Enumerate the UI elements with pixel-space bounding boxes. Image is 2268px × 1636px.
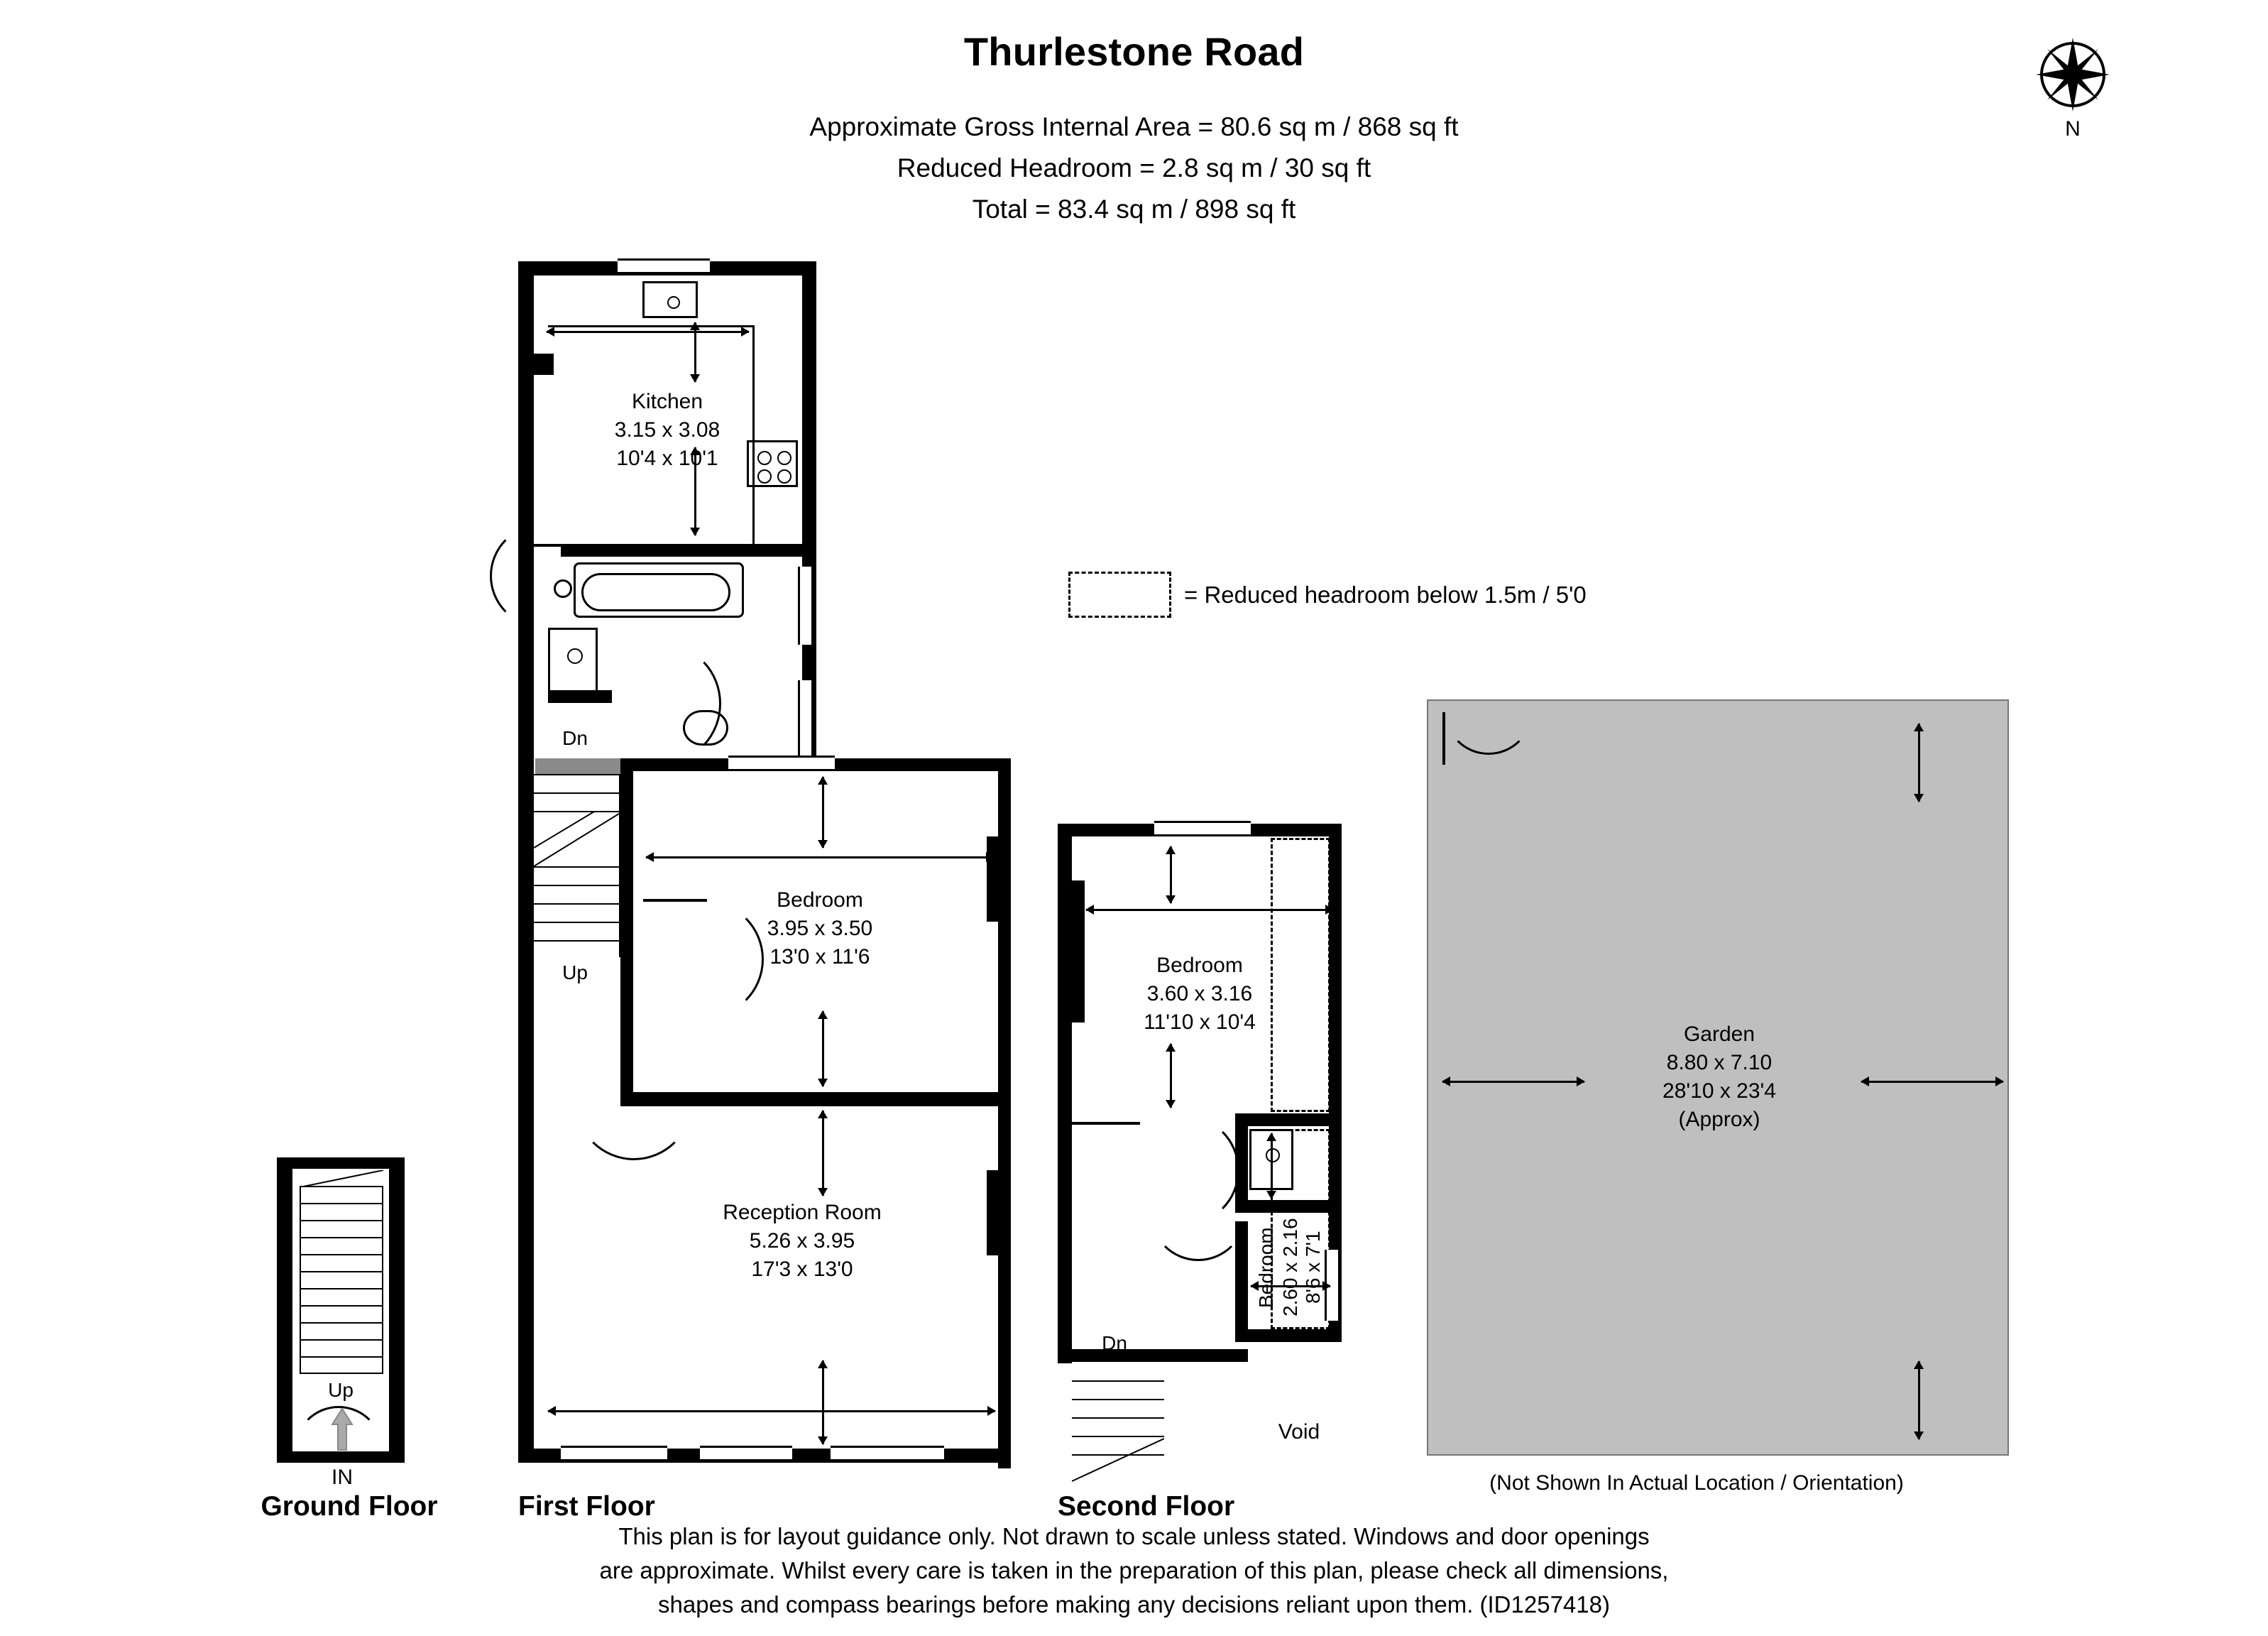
ground-floor-plan <box>277 1157 405 1463</box>
legend-label: = Reduced headroom below 1.5m / 5'0 <box>1184 582 1587 608</box>
bedroom2-depth-arrow-bottom <box>1170 1044 1172 1108</box>
garden-metric: 8.80 x 7.10 <box>1666 1051 1773 1074</box>
bedroom1-width-arrow <box>646 856 994 858</box>
disclaimer-line-1: This plan is for layout guidance only. Not drawn to scale unless stated. Windows and door openings <box>618 1523 1650 1549</box>
kitchen-width-arrow <box>547 331 749 333</box>
first-floor-plan <box>518 261 1008 1461</box>
reception-width-arrow <box>548 1410 995 1412</box>
reception-wall-right <box>998 1092 1011 1468</box>
legend <box>1068 572 1707 621</box>
page-title: Thurlestone Road <box>963 29 1305 74</box>
wall-notch-left <box>518 354 554 375</box>
garden-depth-arrow-top <box>1918 724 1920 802</box>
bedroom2-depth-arrow-top <box>1170 846 1172 903</box>
exterior-wall-left <box>518 261 534 1461</box>
second-floor-staircase <box>1072 1362 1164 1476</box>
bedroom3-name: Bedroom <box>1255 1227 1277 1308</box>
reception-name: Reception Room <box>723 1201 882 1224</box>
wall-left <box>277 1157 292 1463</box>
bathroom-wall-top <box>561 544 804 557</box>
bathtub <box>574 562 744 618</box>
garden-approx: (Approx) <box>1678 1108 1760 1131</box>
kitchen-imperial: 10'4 x 10'1 <box>616 447 718 470</box>
wall-top <box>277 1157 405 1169</box>
garden-depth-arrow-bottom <box>1918 1361 1920 1439</box>
legend-swatch-reduced-headroom <box>1068 572 1171 618</box>
first-floor-label: First Floor <box>518 1491 655 1522</box>
compass-rose-icon <box>2030 32 2115 146</box>
bedroom2-metric: 3.60 x 3.16 <box>1146 982 1253 1005</box>
void-label: Void <box>1278 1420 1320 1444</box>
disclaimer-line-3: shapes and compass bearings before making any decisions reliant upon them. (ID1257418) <box>658 1591 1610 1618</box>
garden-area <box>1427 699 2009 1456</box>
bedroom3-depth-arrow <box>1271 1133 1273 1199</box>
stair-winder <box>300 1170 383 1187</box>
wall-right <box>389 1157 405 1463</box>
area-summary <box>0 107 2268 230</box>
garden-imperial: 28'10 x 23'4 <box>1662 1079 1776 1103</box>
bedroom1-window <box>728 756 835 771</box>
bedroom3-metric: 2.60 x 2.16 <box>1279 1218 1301 1317</box>
bathroom-window-1 <box>798 567 813 645</box>
reception-metric: 5.26 x 3.95 <box>749 1229 855 1253</box>
kitchen-counter-line-top <box>548 325 754 327</box>
reception-depth-arrow-bottom <box>822 1360 824 1444</box>
bedroom3-imperial: 8'6 x 7'1 <box>1302 1231 1324 1304</box>
garden-location-note: (Not Shown In Actual Location / Orientation) <box>1489 1471 1904 1495</box>
bedroom2-name: Bedroom <box>1156 954 1243 977</box>
kitchen-window-top <box>618 258 710 274</box>
bedroom1-depth-arrow-top <box>822 777 824 848</box>
bedroom1-depth-arrow-bottom <box>822 1011 824 1086</box>
reception-room-label <box>610 1199 994 1284</box>
stair-direction-down-second: Dn <box>1102 1332 1127 1354</box>
disclaimer-line-2: are approximate. Whilst every care is taken in the preparation of this plan, please check all dimensions, <box>599 1557 1669 1583</box>
second-floor-plan <box>1058 824 1356 1463</box>
bedroom2-width-arrow <box>1086 909 1333 911</box>
stair-landing <box>535 758 620 774</box>
bedroom1-metric: 3.95 x 3.50 <box>767 917 873 940</box>
gross-internal-area: Approximate Gross Internal Area = 80.6 sq m / 868 sq ft <box>809 112 1459 141</box>
bedroom2-window <box>1154 821 1251 836</box>
garden-room-label <box>1428 1020 2010 1134</box>
total-area: Total = 83.4 sq m / 898 sq ft <box>972 195 1296 224</box>
bedroom2-wall-bottom <box>1235 1113 1342 1126</box>
kitchen-room-label <box>539 388 795 473</box>
ground-floor-label: Ground Floor <box>261 1491 438 1522</box>
bedroom2-room-label <box>1072 951 1327 1037</box>
bathroom-window-2 <box>798 680 813 758</box>
entrance-label: IN <box>332 1466 353 1489</box>
bedroom1-imperial: 13'0 x 11'6 <box>769 945 870 969</box>
bathroom-wall-lower <box>548 690 612 703</box>
kitchen-name: Kitchen <box>631 390 703 413</box>
first-floor-staircase <box>534 774 620 957</box>
stair-direction-down-first: Dn <box>562 727 588 749</box>
stair-direction-up: Up <box>328 1379 354 1401</box>
bathroom-door-arc <box>610 645 721 763</box>
reception-window-3 <box>831 1446 944 1461</box>
reception-door-arc <box>575 1042 693 1160</box>
bedroom1-wall-right <box>998 758 1011 1106</box>
disclaimer <box>0 1520 2268 1622</box>
bedroom1-room-label <box>646 886 994 971</box>
reception-window-1 <box>561 1446 667 1461</box>
bath-tap-icon <box>554 579 572 598</box>
reduced-headroom-area: Reduced Headroom = 2.8 sq m / 30 sq ft <box>897 153 1371 182</box>
kitchen-metric: 3.15 x 3.08 <box>614 418 721 442</box>
bedroom1-name: Bedroom <box>777 888 863 912</box>
bedroom2-imperial: 11'10 x 10'4 <box>1144 1010 1256 1034</box>
second-floor-label: Second Floor <box>1058 1491 1235 1522</box>
stair-direction-up-first: Up <box>562 961 588 983</box>
kitchen-sink <box>642 281 698 318</box>
wash-basin <box>548 628 598 693</box>
garden-door-arc <box>1444 665 1533 755</box>
kitchen-depth-arrow-top <box>694 322 696 382</box>
entrance-arrow-icon <box>321 1407 363 1451</box>
staircase <box>300 1186 383 1374</box>
bedroom3-door-arc <box>1150 1165 1247 1261</box>
reception-imperial: 17'3 x 13'0 <box>751 1258 853 1281</box>
garden-name: Garden <box>1683 1022 1755 1046</box>
bedroom3-room-label <box>1248 1200 1333 1335</box>
compass-north-label: N <box>2065 117 2081 141</box>
reception-depth-arrow-top <box>822 1111 824 1196</box>
reception-window-2 <box>700 1446 792 1461</box>
